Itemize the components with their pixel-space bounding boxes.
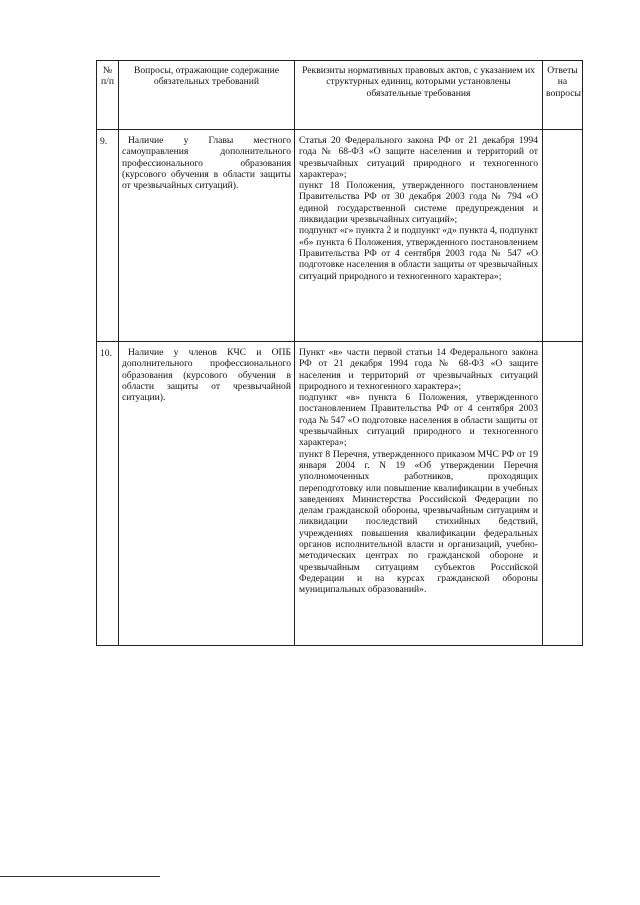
header-num: № п/п (97, 61, 119, 130)
header-answers (543, 61, 583, 130)
row-requisites (295, 130, 543, 342)
requisite-paragraph: пункт 18 Положения, утвержденного постановлением Правительства РФ от 30 декабря 2003 года № 794 «О единой государственной системе предупреждения и ликвидации чрезвычайных ситуаций»; (299, 180, 538, 226)
row-requisites (295, 342, 543, 646)
header-questions: Вопросы, отражающие содержание обязательных требований (119, 61, 295, 130)
table-header-row (97, 61, 583, 130)
requisite-paragraph: подпункт «г» пункта 2 и подпункт «д» пункта 4, подпункт «б» пункта 6 Положения, утвержденного постановлением Правительства РФ от 4 сентября 2003 года № 547 «О подготовке населения в области защиты от чрезвычайных ситуаций природного и техногенного характера»; (299, 225, 538, 282)
footnote-separator (0, 876, 160, 877)
row-number: 10. (97, 342, 119, 646)
row-question (119, 342, 295, 646)
row-answer[interactable] (543, 342, 583, 646)
question-text: Наличие у членов КЧС и ОПБ дополнительного профессионального образования (курсового обучения в области защиты от чрезвычайной ситуации). (122, 347, 291, 404)
table-row (97, 342, 583, 646)
requisite-paragraph: подпункт «в» пункта 6 Положения, утвержденного постановлением Правительства РФ от 4 сентября 2003 года № 547 «О подготовке населения в области защиты от чрезвычайных ситуаций природного и техногенного характера»; (299, 392, 538, 449)
question-text: Наличие у Главы местного самоуправления дополнительного профессионального образования (курсового обучения в области защиты от чрезвычайных ситуаций). (122, 135, 291, 192)
row-answer[interactable] (543, 130, 583, 342)
row-question (119, 130, 295, 342)
table-row (97, 130, 583, 342)
requisite-paragraph: Пункт «в» части первой статьи 14 Федерального закона РФ от 21 декабря 1994 года № 68-ФЗ «О защите населения и территорий от чрезвычайных ситуаций природного и техногенного характера»; (299, 347, 538, 392)
header-requisites: Реквизиты нормативных правовых актов, с указанием их структурных единиц, которыми установлены обязательные требования (295, 61, 543, 130)
requirements-table (96, 60, 583, 646)
row-number: 9. (97, 130, 119, 342)
requisite-paragraph: пункт 8 Перечня, утвержденного приказом МЧС РФ от 19 января 2004 г. N 19 «Об утверждении Перечня уполномоченных работников, проходящих переподготовку или повышение квалификации в учебных заведениях Министерства Российской Федерации по делам гражданской обороны, чрезвычайным ситуациям и ликвидации последствий стихийных бедствий, учреждениях повышения квалификации федеральных органов исполнительной власти и организаций, учебно-методических центрах по гражданской обороне и чрезвычайным ситуациям субъектов Российской Федерации и на курсах гражданской обороны муниципальных образований». (299, 448, 538, 596)
requisite-paragraph: Статья 20 Федерального закона РФ от 21 декабря 1994 года № 68-ФЗ «О защите населения и территорий от чрезвычайных ситуаций природного и техногенного характера»; (299, 135, 538, 180)
footnote-marker: 1 (580, 87, 584, 94)
header-answers-label: Ответы на вопросы (546, 65, 581, 99)
